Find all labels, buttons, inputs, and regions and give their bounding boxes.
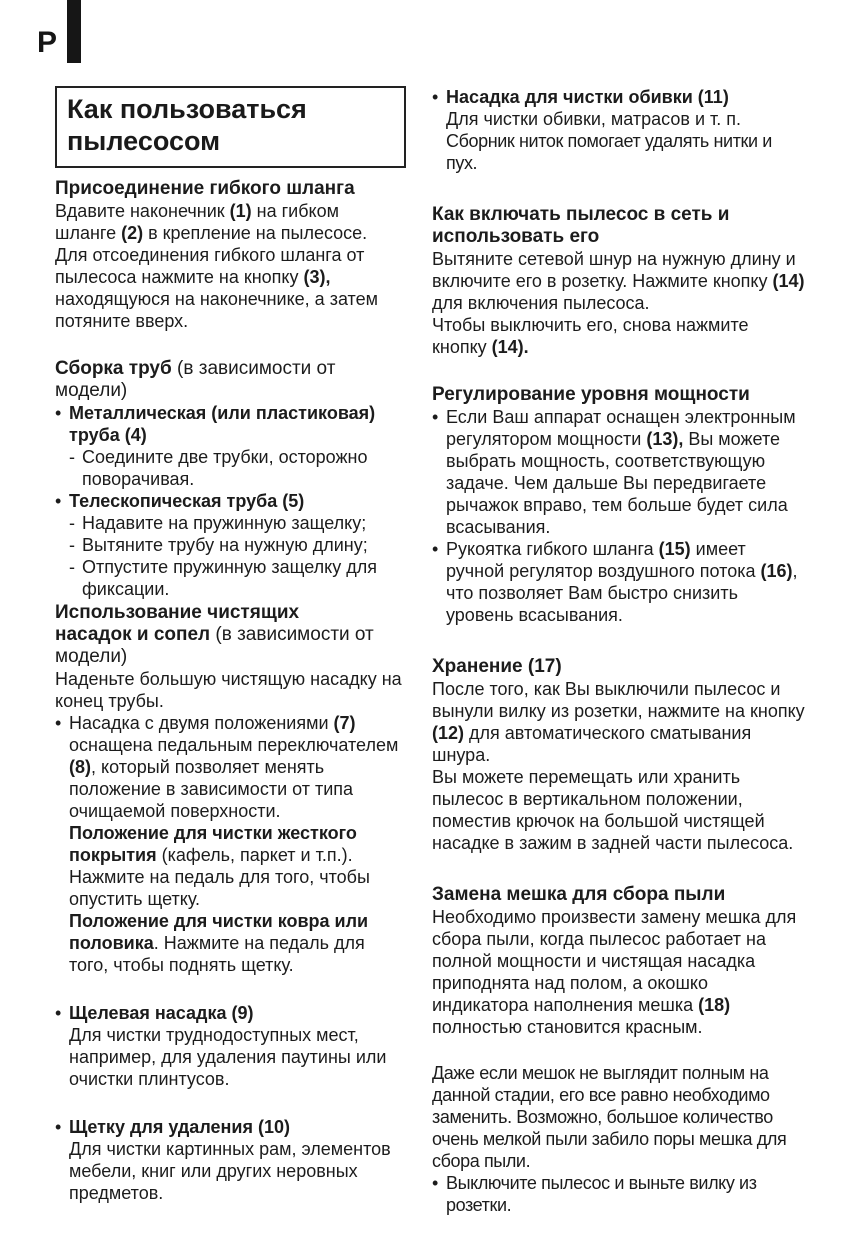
section-heading: Присоединение гибкого шланга <box>55 178 355 199</box>
bullet-marker: • <box>432 539 439 559</box>
bullet-text: Телескопическая труба (5) <box>69 491 305 511</box>
bullet-item <box>55 1116 405 1204</box>
section-heading: Использование чистящих насадок и сопел (в зависимости от модели) <box>55 602 374 667</box>
section-crevice-nozzle <box>55 1002 405 1090</box>
bullet-item <box>432 406 806 538</box>
bullet-marker: • <box>55 1003 62 1023</box>
dash-text: Вытяните трубу на нужную длину; <box>82 535 368 555</box>
paragraph: Необходимо произвести замену мешка для сбора пыли, когда пылесос работает на полной мощности и чистящая насадка приподнята над полом, а окошко индикатора наполнения мешка (18) полностью становится красным. <box>432 907 797 1037</box>
bullet-text: Металлическая (или пластиковая) труба (4) <box>69 403 376 445</box>
language-code: P <box>37 26 58 59</box>
bullet-text: Щетку для удаления (10) <box>69 1117 290 1137</box>
bullet-marker: • <box>432 87 439 107</box>
bullet-item <box>55 490 405 600</box>
dash-marker: - <box>69 535 75 555</box>
bullet-marker: • <box>55 491 62 511</box>
bullet-item <box>55 402 405 490</box>
right-column <box>432 86 806 1216</box>
dash-item <box>69 556 405 600</box>
dash-marker: - <box>69 447 75 467</box>
paragraph: Наденьте большую чистящую насадку на конец трубы. <box>55 669 402 711</box>
bullet-text: Щелевая насадка (9) <box>69 1003 254 1023</box>
dash-item <box>69 512 405 534</box>
section-tube-assembly <box>55 358 405 600</box>
section-heading: Как включать пылесос в сеть и использовать его <box>432 204 730 247</box>
bullet-item <box>432 86 806 174</box>
paragraph: Вытяните сетевой шнур на нужную длину и включите его в розетку. Нажмите кнопку (14) для включения пылесоса. <box>432 249 805 313</box>
paragraph: Для отсоединения гибкого шланга от пылесоса нажмите на кнопку (3), находящуюся на наконечнике, а затем потяните вверх. <box>55 245 378 331</box>
section-heading: Сборка труб (в зависимости от модели) <box>55 358 336 401</box>
bullet-marker: • <box>55 713 62 733</box>
paragraph: Чтобы выключить его, снова нажмите кнопку (14). <box>432 315 749 357</box>
paragraph: Для чистки обивки, матрасов и т. п. <box>446 109 742 129</box>
dash-marker: - <box>69 557 75 577</box>
page-title-box <box>55 86 406 168</box>
section-dust-bag-note <box>432 1062 806 1216</box>
section-nozzles-usage <box>55 602 405 976</box>
paragraph: Сборник ниток помогает удалять нитки и пух. <box>446 131 772 173</box>
bullet-marker: • <box>55 1117 62 1137</box>
bullet-text: Если Ваш аппарат оснащен электронным регулятором мощности (13), Вы можете выбрать мощность, соответствующую задаче. Чем дальше Вы передвигаете рычажок вправо, тем больше будет сила всасывания. <box>446 407 796 537</box>
bullet-marker: • <box>432 407 439 427</box>
bullet-marker: • <box>432 1173 439 1193</box>
section-hose-attachment <box>55 178 405 332</box>
section-upholstery-nozzle <box>432 86 806 174</box>
bullet-item <box>432 538 806 626</box>
bullet-text: Рукоятка гибкого шланга (15) имеет ручной регулятор воздушного потока (16), что позволяет Вам быстро снизить уровень всасывания. <box>446 539 798 625</box>
section-power-on <box>432 204 806 358</box>
bullet-text: Насадка для чистки обивки (11) <box>446 87 729 107</box>
paragraph: После того, как Вы выключили пылесос и вынули вилку из розетки, нажмите на кнопку (12) для автоматического сматывания шнура. <box>432 679 805 765</box>
bullet-item <box>55 712 405 976</box>
dash-marker: - <box>69 513 75 533</box>
section-heading: Замена мешка для сбора пыли <box>432 884 726 905</box>
section-heading: Регулирование уровня мощности <box>432 384 750 405</box>
paragraph: Вдавите наконечник (1) на гибком шланге (2) в крепление на пылесосе. <box>55 201 368 243</box>
section-power-regulation <box>432 384 806 626</box>
bullet-text: Насадка с двумя положениями (7) оснащена педальным переключателем (8), который позволяет менять положение в зависимости от типа очищаемой поверхности. <box>69 713 399 821</box>
bullet-item <box>55 1002 405 1090</box>
dash-text: Надавите на пружинную защелку; <box>82 513 367 533</box>
paragraph: Вы можете перемещать или хранить пылесос в вертикальном положении, поместив крючок на большой чистящей насадке в зажим в задней части пылесоса. <box>432 767 794 853</box>
dash-item <box>69 534 405 556</box>
dash-item <box>69 446 405 490</box>
bullet-marker: • <box>55 403 62 423</box>
bullet-item <box>432 1172 806 1216</box>
paragraph: Положение для чистки жесткого покрытия (кафель, паркет и т.п.). Нажмите на педаль для того, чтобы опустить щетку. <box>69 823 370 909</box>
paragraph: Для чистки картинных рам, элементов мебели, книг или других неровных предметов. <box>69 1139 391 1203</box>
paragraph: Положение для чистки ковра или половика. Нажмите на педаль для того, чтобы поднять щетку. <box>69 911 369 975</box>
paragraph: Даже если мешок не выглядит полным на данной стадии, его все равно необходимо заменить. Возможно, большое количество очень мелкой пыли забило поры мешка для сбора пыли. <box>432 1063 787 1171</box>
section-heading: Хранение (17) <box>432 656 562 677</box>
section-dusting-brush <box>55 1116 405 1204</box>
dash-text: Соедините две трубки, осторожно поворачивая. <box>82 447 368 489</box>
bullet-text: Выключите пылесос и выньте вилку из розетки. <box>446 1173 757 1215</box>
page-title: Как пользоваться пылесосом <box>67 94 307 156</box>
corner-bar-decoration <box>67 0 81 63</box>
section-dust-bag-replacement <box>432 884 806 1038</box>
left-column <box>55 86 405 1204</box>
section-storage <box>432 656 806 854</box>
paragraph: Для чистки труднодоступных мест, например, для удаления паутины или очистки плинтусов. <box>69 1025 387 1089</box>
dash-text: Отпустите пружинную защелку для фиксации. <box>82 557 377 599</box>
